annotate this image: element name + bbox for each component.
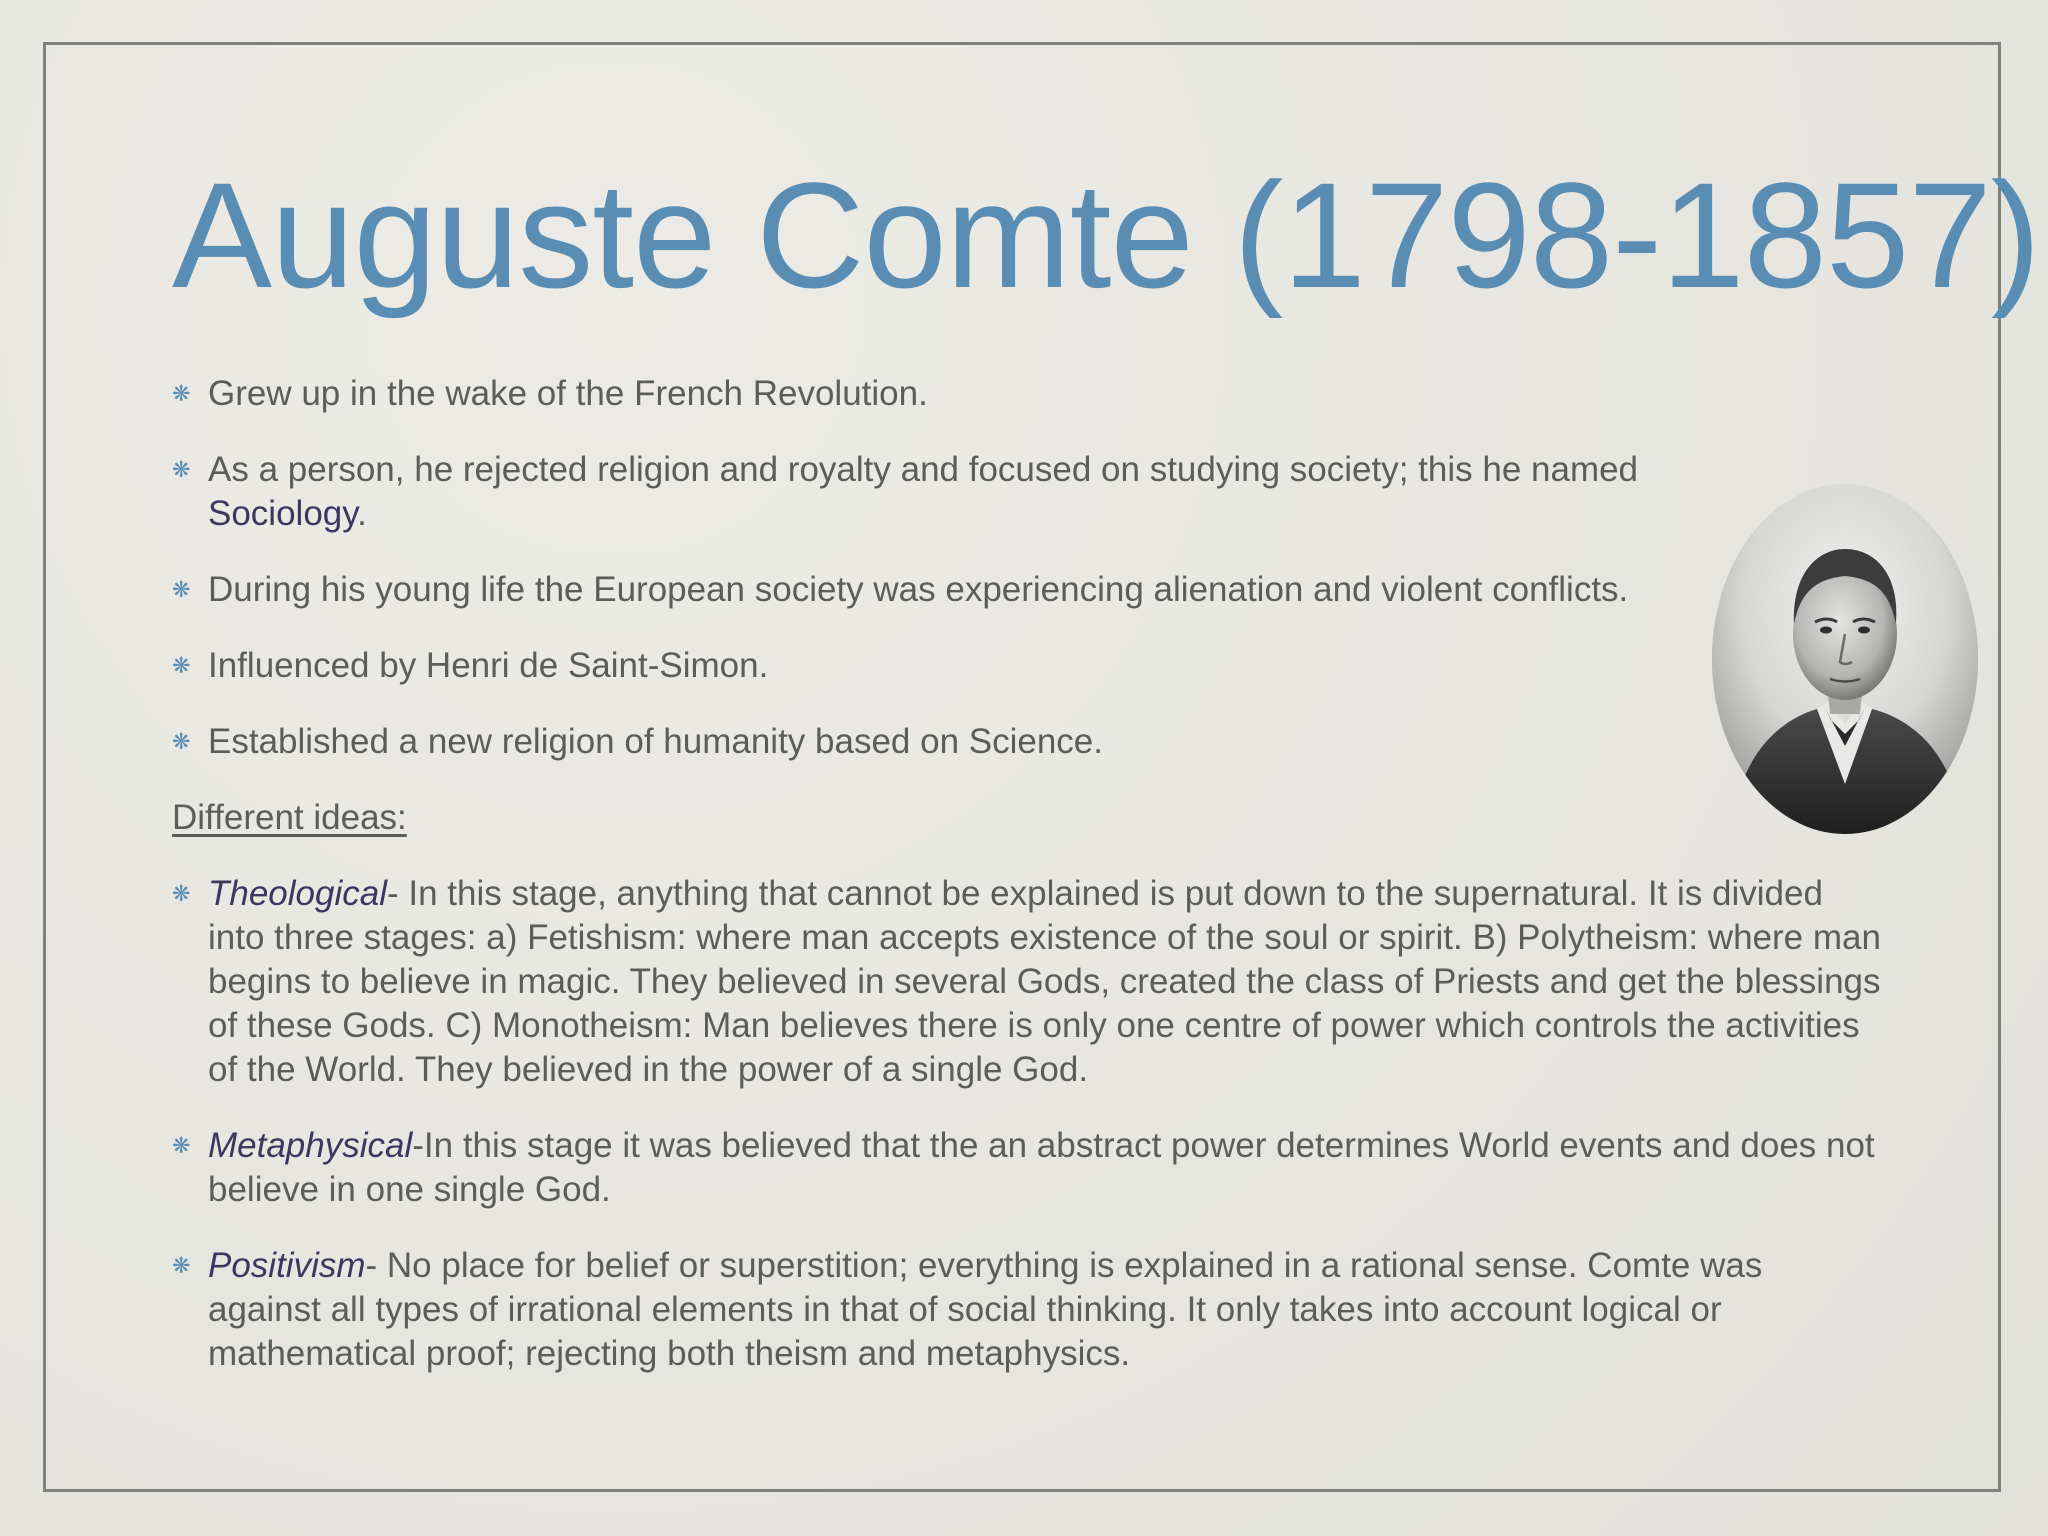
asterisk-bullet-icon: ❋ <box>172 381 191 406</box>
bullet-text: Influenced by Henri de Saint-Simon. <box>208 646 769 685</box>
bullet-text: Established a new religion of humanity based on Science. <box>208 722 1103 761</box>
idea-term: Metaphysical <box>208 1126 413 1165</box>
different-ideas-heading: Different ideas: <box>172 798 407 837</box>
idea-text: -In this stage it was believed that the an abstract power determines World events and does not believe in one single God. <box>208 1126 1875 1209</box>
asterisk-bullet-icon: ❋ <box>172 653 191 678</box>
bullet-text: During his young life the European society was experiencing alienation and violent conflicts. <box>208 570 1629 609</box>
sociology-term: Sociology <box>208 494 358 533</box>
bullet-item <box>172 372 1758 416</box>
asterisk-bullet-icon: ❋ <box>172 577 191 602</box>
slide-body <box>172 372 1882 1408</box>
idea-text: - In this stage, anything that cannot be explained is put down to the supernatural. It is divided into three stages: a) Fetishism: where man accepts existence of the soul or spirit. B) Polytheism: where man begins to believe in magic. They believed in several Gods, created the class of Priests and get the blessings of these Gods. C) Monotheism: Man believes there is only one centre of power which controls the activities of the World. They believed in the power of a single God. <box>208 874 1881 1089</box>
asterisk-bullet-icon: ❋ <box>172 1133 191 1158</box>
bullet-item <box>172 448 1758 536</box>
bullet-text: Grew up in the wake of the French Revolution. <box>208 374 928 413</box>
idea-item-metaphysical <box>172 1124 1882 1212</box>
asterisk-bullet-icon: ❋ <box>172 729 191 754</box>
asterisk-bullet-icon: ❋ <box>172 1253 191 1278</box>
idea-item-positivism <box>172 1244 1882 1376</box>
idea-term: Theological <box>208 874 387 913</box>
bullet-text-end: . <box>357 494 367 533</box>
bullet-item <box>172 720 1882 764</box>
idea-item-theological <box>172 872 1882 1092</box>
asterisk-bullet-icon: ❋ <box>172 881 191 906</box>
asterisk-bullet-icon: ❋ <box>172 457 191 482</box>
bullet-text: As a person, he rejected religion and royalty and focused on studying society; this he named <box>208 450 1639 489</box>
bullet-item <box>172 568 1882 612</box>
bullet-item <box>172 644 1882 688</box>
idea-text: - No place for belief or superstition; everything is explained in a rational sense. Comte was against all types of irrational elements in that of social thinking. It only takes into account logical or mathematical proof; rejecting both theism and metaphysics. <box>208 1246 1763 1373</box>
slide-title: Auguste Comte (1798-1857) <box>172 151 2040 319</box>
idea-term: Positivism <box>208 1246 366 1285</box>
